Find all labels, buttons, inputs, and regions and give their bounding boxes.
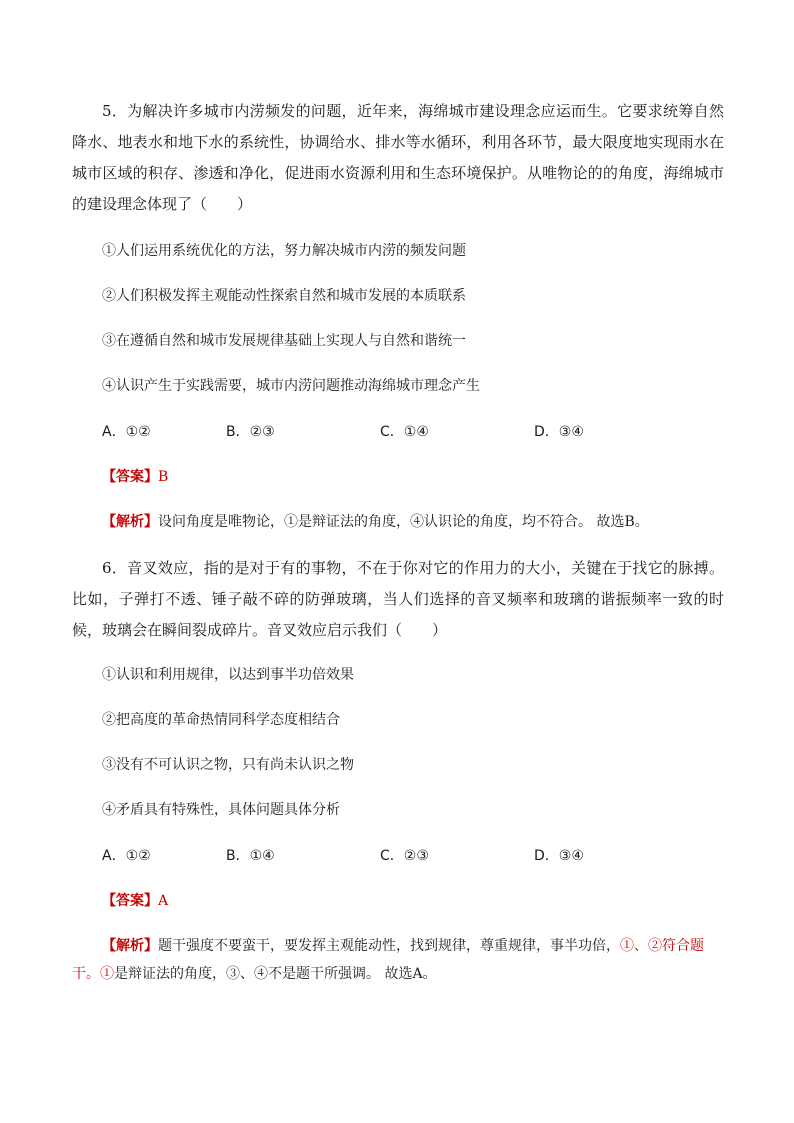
question-5-choice-d: D．③④ (534, 424, 584, 440)
analysis-text-part1: 题干强度不要蛮干，要发挥主观能动性，找到规律，尊重规律，事半功倍， (158, 938, 620, 954)
question-5-option-2: ②人们积极发挥主观能动性探索自然和城市发展的本质联系 (102, 288, 466, 304)
question-6-option-2: ②把高度的革命热情同科学态度相结合 (102, 712, 340, 728)
analysis-text: 设问角度是唯物论，①是辩证法的角度，④认识论的角度，均不符合。 故选B。 (158, 514, 649, 530)
answer-tag: 【答案】 (102, 469, 158, 485)
question-5-option-3: ③在遵循自然和城市发展规律基础上实现人与自然和谐统一 (102, 333, 466, 349)
answer-value: A (158, 893, 169, 909)
question-5-choice-c: C．①④ (380, 424, 429, 440)
answer-tag: 【答案】 (102, 893, 158, 909)
question-6-option-1: ①认识和利用规律，以达到事半功倍效果 (102, 667, 354, 683)
question-6-choice-d: D．③④ (534, 848, 584, 864)
question-6-choice-b: B．①④ (226, 848, 275, 864)
question-6-analysis (72, 932, 724, 988)
question-5-option-1: ①人们运用系统优化的方法，努力解决城市内涝的频发问题 (102, 243, 466, 259)
analysis-tag: 【解析】 (102, 938, 158, 954)
question-6-option-3: ③没有不可认识之物，只有尚未认识之物 (102, 757, 354, 773)
question-6-stem: 6．音叉效应，指的是对于有的事物，不在于你对它的作用力的大小，关键在于找它的脉搏。比如，子弹打不透、锤子敲不碎的防弹玻璃，当人们选择的音叉频率和玻璃的谐振频率一致的时候，玻璃会在瞬间裂成碎片。音叉效应启示我们（ ） (72, 559, 724, 639)
analysis-text-highlight: ①、②符合题干。① (72, 938, 704, 982)
question-5-stem: 5．为解决许多城市内涝频发的问题，近年来，海绵城市建设理念应运而生。它要求统筹自然降水、地表水和地下水的系统性，协调给水、排水等水循环，利用各环节，最大限度地实现雨水在城市区域的积存、渗透和净化，促进雨水资源利用和生态环境保护。从唯物论的的角度，海绵城市的建设理念体现了（ ） (72, 102, 724, 213)
analysis-text-part2: 是辩证法的角度，③、④不是题干所强调。 故选A。 (114, 966, 437, 982)
analysis-tag: 【解析】 (102, 514, 158, 530)
question-6-option-4: ④矛盾具有特殊性，具体问题具体分析 (102, 802, 340, 818)
question-6-choice-c: C．②③ (380, 848, 429, 864)
question-5-answer (102, 467, 168, 487)
answer-value: B (158, 469, 169, 485)
question-5-analysis (102, 512, 649, 532)
question-5-option-4: ④认识产生于实践需要，城市内涝问题推动海绵城市理念产生 (102, 378, 480, 394)
question-6-choice-a: A．①② (102, 848, 151, 864)
question-6-answer (102, 891, 168, 911)
question-5-choice-a: A．①② (102, 424, 151, 440)
question-5-choice-b: B．②③ (226, 424, 275, 440)
